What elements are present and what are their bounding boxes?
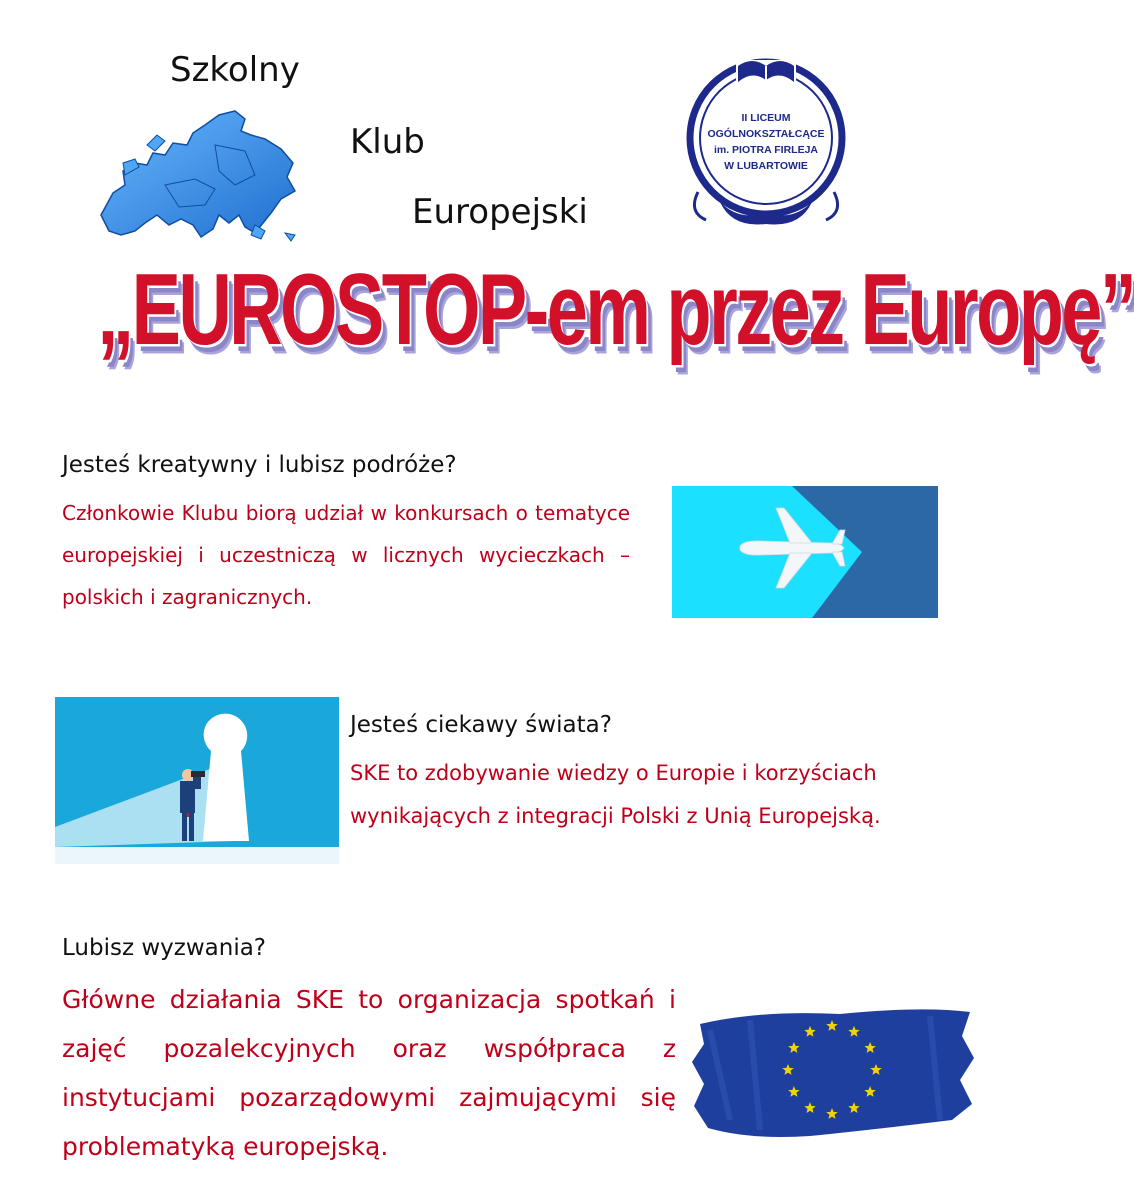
club-word-europejski: Europejski xyxy=(412,192,588,232)
section-1-text: Członkowie Klubu biorą udział w konkursach o tematyce europejskiej i uczestniczą w licznych wycieczkach – polskich i zagranicznych. xyxy=(62,501,630,609)
europe-map-icon xyxy=(95,105,300,245)
eu-flag-icon xyxy=(690,1000,975,1140)
section-2-question: Jesteś ciekawy świata? xyxy=(350,712,612,738)
club-word-szkolny: Szkolny xyxy=(170,50,300,90)
airplane-icon xyxy=(672,486,938,618)
school-logo xyxy=(680,52,852,232)
keyhole-explorer-icon xyxy=(55,697,339,864)
section-3-text: Główne działania SKE to organizacja spotkań i zajęć pozalekcyjnych oraz współpraca z instytucjami pozarządowymi zajmującymi się problematyką europejską. xyxy=(62,985,676,1161)
logo-line-4: W LUBARTOWIE xyxy=(724,160,808,172)
logo-line-2: OGÓLNOKSZTAŁCĄCE xyxy=(707,128,825,140)
section-1-question: Jesteś kreatywny i lubisz podróże? xyxy=(62,452,457,478)
section-3-question: Lubisz wyzwania? xyxy=(62,935,267,961)
section-2-text: SKE to zdobywanie wiedzy o Europie i korzyściach wynikających z integracji Polski z Unią Europejską. xyxy=(350,761,881,828)
logo-line-1: II LICEUM xyxy=(741,112,791,124)
main-headline: „EUROSTOP-em przez Europę” xyxy=(97,253,1134,367)
club-word-klub: Klub xyxy=(350,122,425,162)
logo-line-3: im. PIOTRA FIRLEJA xyxy=(713,144,819,156)
